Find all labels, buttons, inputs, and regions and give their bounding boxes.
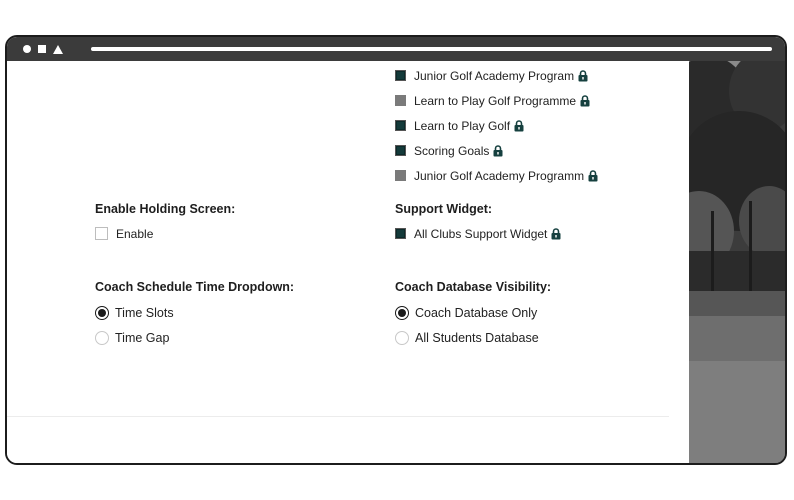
- program-checkbox[interactable]: [395, 95, 406, 106]
- support-widget-label: All Clubs Support Widget: [414, 226, 548, 241]
- enable-label: Enable: [116, 226, 154, 241]
- triangle-icon[interactable]: [53, 45, 63, 54]
- golf-course-image: [689, 61, 787, 463]
- browser-window: [5, 35, 787, 465]
- time-gap-radio[interactable]: [95, 331, 109, 345]
- program-label: Scoring Goals: [414, 143, 490, 158]
- support-widget-option[interactable]: [395, 221, 561, 246]
- time-slots-option[interactable]: [95, 300, 294, 325]
- program-checkbox[interactable]: [395, 120, 406, 131]
- window-controls: [23, 43, 63, 55]
- program-list: [395, 63, 598, 188]
- time-slots-radio[interactable]: [95, 306, 109, 320]
- support-widget-section: [395, 199, 561, 246]
- program-label: Junior Golf Academy Programm: [414, 168, 585, 183]
- time-gap-option[interactable]: [95, 325, 294, 350]
- enable-checkbox[interactable]: [95, 227, 108, 240]
- program-item-3[interactable]: [395, 138, 598, 163]
- program-label: Learn to Play Golf: [414, 118, 511, 133]
- coach-schedule-title: Coach Schedule Time Dropdown:: [95, 280, 295, 294]
- all-students-label: All Students Database: [415, 330, 539, 345]
- time-gap-label: Time Gap: [115, 330, 170, 345]
- square-icon[interactable]: [38, 45, 46, 53]
- lock-icon: [551, 228, 561, 240]
- holding-screen-title: Enable Holding Screen:: [95, 202, 236, 216]
- program-item-2[interactable]: [395, 113, 598, 138]
- coach-database-only-label: Coach Database Only: [415, 305, 538, 320]
- program-item-4[interactable]: [395, 163, 598, 188]
- program-checkbox[interactable]: [395, 145, 406, 156]
- lock-icon: [588, 170, 598, 182]
- settings-panel: [7, 61, 689, 463]
- program-item-1[interactable]: [395, 88, 598, 113]
- footer-divider: [7, 416, 669, 417]
- holding-screen-section: [95, 199, 235, 246]
- coach-schedule-section: [95, 277, 294, 350]
- holding-screen-option[interactable]: [95, 221, 235, 246]
- support-widget-checkbox[interactable]: [395, 228, 406, 239]
- lock-icon: [578, 70, 588, 82]
- time-slots-label: Time Slots: [115, 305, 174, 320]
- coach-database-only-option[interactable]: [395, 300, 551, 325]
- address-bar[interactable]: [91, 47, 772, 51]
- program-item-0[interactable]: [395, 63, 598, 88]
- program-label: Junior Golf Academy Program: [414, 68, 575, 83]
- coach-database-title: Coach Database Visibility:: [395, 280, 552, 294]
- all-students-option[interactable]: [395, 325, 551, 350]
- program-label: Learn to Play Golf Programme: [414, 93, 577, 108]
- lock-icon: [493, 145, 503, 157]
- all-students-radio[interactable]: [395, 331, 409, 345]
- trees-illustration: [689, 61, 787, 463]
- program-checkbox[interactable]: [395, 170, 406, 181]
- lock-icon: [514, 120, 524, 132]
- support-widget-title: Support Widget:: [395, 202, 493, 216]
- program-checkbox[interactable]: [395, 70, 406, 81]
- coach-database-only-radio[interactable]: [395, 306, 409, 320]
- circle-icon[interactable]: [23, 45, 31, 53]
- coach-database-section: [395, 277, 551, 350]
- lock-icon: [580, 95, 590, 107]
- window-titlebar: [7, 37, 785, 61]
